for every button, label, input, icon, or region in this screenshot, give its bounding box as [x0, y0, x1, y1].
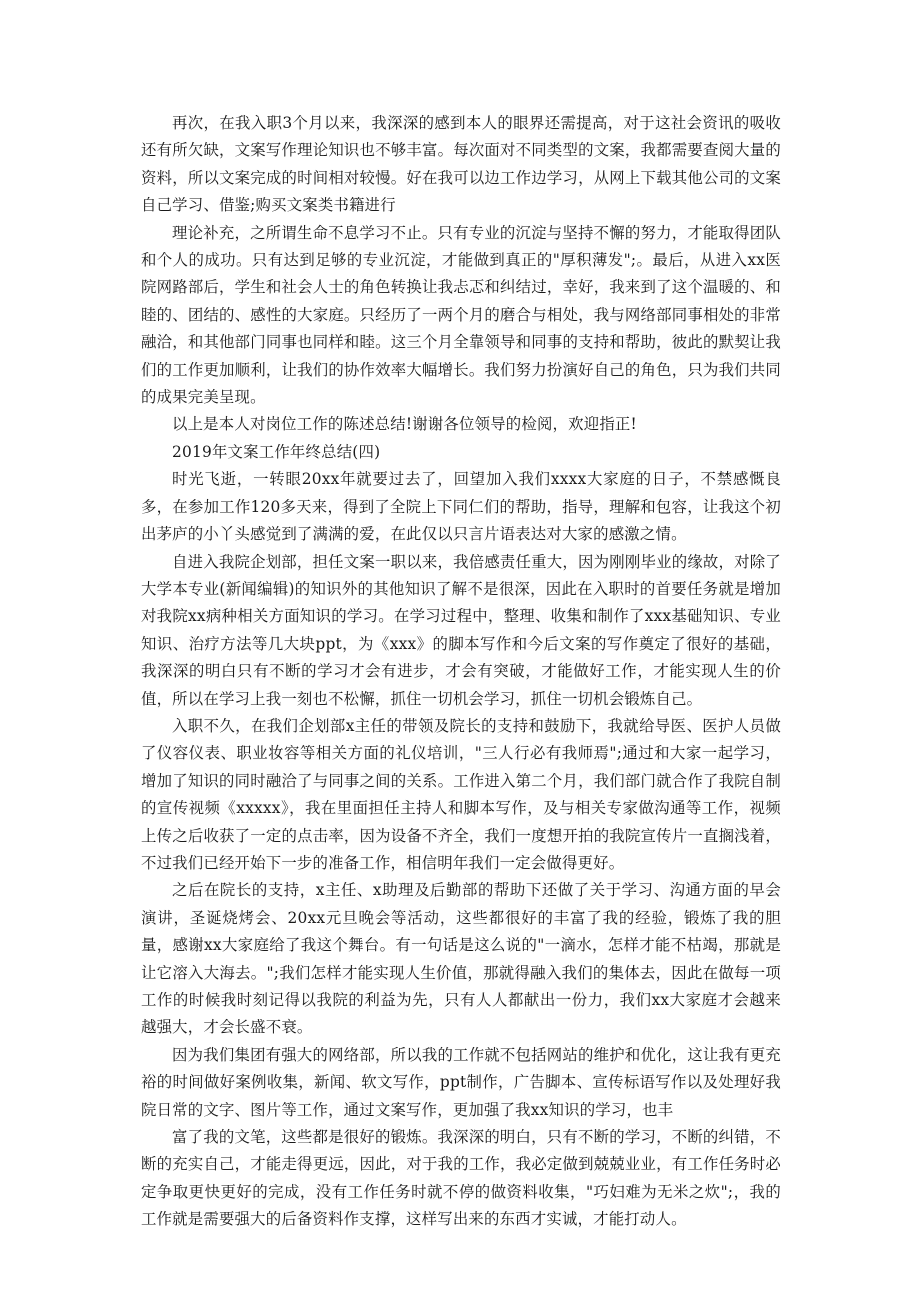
paragraph-1: 再次，在我入职3个月以来，我深深的感到本人的眼界还需提高，对于这社会资讯的吸收还有所欠缺，文案写作理论知识也不够丰富。每次面对不同类型的文案，我都需要查阅大量的资料，所以文案完成的时间相对较慢。好在我可以边工作边学习，从网上下载其他公司的文案自己学习、借鉴;购买文案类书籍进行	[141, 114, 781, 215]
paragraph-9: 富了我的文笔，这些都是很好的锻炼。我深深的明白，只有不断的学习，不断的纠错，不断的充实自己，才能走得更远，因此，对于我的工作，我必定做到兢兢业业，有工作任务时必定争取更快更好的完成，没有工作任务时就不停的做资料收集，"巧妇难为无米之炊";，我的工作就是需要强大的后备资料作支撑，这样写出来的东西才实诚，才能打动人。	[141, 1128, 781, 1229]
paragraph-7: 之后在院长的支持，x主任、x助理及后勤部的帮助下还做了关于学习、沟通方面的早会演讲，圣诞烧烤会、20xx元旦晚会等活动，这些都很好的丰富了我的经验，锻炼了我的胆量，感谢xx大家庭给了我这个舞台。有一句话是这么说的"一滴水，怎样才能不枯竭，那就是让它溶入大海去。";我们怎样才能实现人生价值，那就得融入我们的集体去，因此在做每一项工作的时候我时刻记得以我院的利益为先，只有人人都献出一份力，我们xx大家庭才会越来越强大，才会长盛不衰。	[141, 881, 781, 1037]
document-body	[141, 110, 781, 1234]
paragraph-6: 入职不久，在我们企划部x主任的带领及院长的支持和鼓励下，我就给导医、医护人员做了仪容仪表、职业妆容等相关方面的礼仪培训，"三人行必有我师焉";通过和大家一起学习，增加了知识的同时融洽了与同事之间的关系。工作进入第二个月，我们部门就合作了我院自制的宣传视频《xxxxx》，我在里面担任主持人和脚本写作，及与相关专家做沟通等工作，视频上传之后收获了一定的点击率，因为设备不齐全，我们一度想开拍的我院宣传片一直搁浅着，不过我们已经开始下一步的准备工作，相信明年我们一定会做得更好。	[141, 716, 781, 872]
paragraph-3: 以上是本人对岗位工作的陈述总结!谢谢各位领导的检阅，欢迎指正!	[172, 415, 637, 434]
paragraph-5: 自进入我院企划部，担任文案一职以来，我倍感责任重大，因为刚刚毕业的缘故，对除了大学本专业(新闻编辑)的知识外的其他知识了解不是很深，因此在入职时的首要任务就是增加对我院xx病种相关方面知识的学习。在学习过程中，整理、收集和制作了xxx基础知识、专业知识、治疗方法等几大块ppt，为《xxx》的脚本写作和今后文案的写作奠定了很好的基础，我深深的明白只有不断的学习才会有进步，才会有突破，才能做好工作，才能实现人生的价值，所以在学习上我一刻也不松懈，抓住一切机会学习，抓住一切机会锻炼自己。	[141, 552, 781, 708]
section-heading: 2019年文案工作年终总结(四)	[172, 442, 381, 461]
paragraph-2: 理论补充，之所谓生命不息学习不止。只有专业的沉淀与坚持不懈的努力，才能取得团队和个人的成功。只有达到足够的专业沉淀，才能做到真正的"厚积薄发";。最后，从进入xx医院网路部后，学生和社会人士的角色转换让我忐忑和纠结过，幸好，我来到了这个温暖的、和睦的、团结的、感性的大家庭。只经历了一两个月的磨合与相处，我与网络部同事相处的非常融洽，和其他部门同事也同样和睦。这三个月全靠领导和同事的支持和帮助，彼此的默契让我们的工作更加顺利，让我们的协作效率大幅增长。我们努力扮演好自己的角色，只为我们共同的成果完美呈现。	[141, 223, 781, 407]
paragraph-4: 时光飞逝，一转眼20xx年就要过去了，回望加入我们xxxx大家庭的日子，不禁感慨良多，在参加工作120多天来，得到了全院上下同仁们的帮助，指导，理解和包容，让我这个初出茅庐的小丫头感觉到了满满的爱，在此仅以只言片语表达对大家的感激之情。	[141, 470, 781, 544]
paragraph-8: 因为我们集团有强大的网络部，所以我的工作就不包括网站的维护和优化，这让我有更充裕的时间做好案例收集，新闻、软文写作，ppt制作，广告脚本、宣传标语写作以及处理好我院日常的文字、图片等工作，通过文案写作，更加强了我xx知识的学习，也丰	[141, 1045, 781, 1119]
